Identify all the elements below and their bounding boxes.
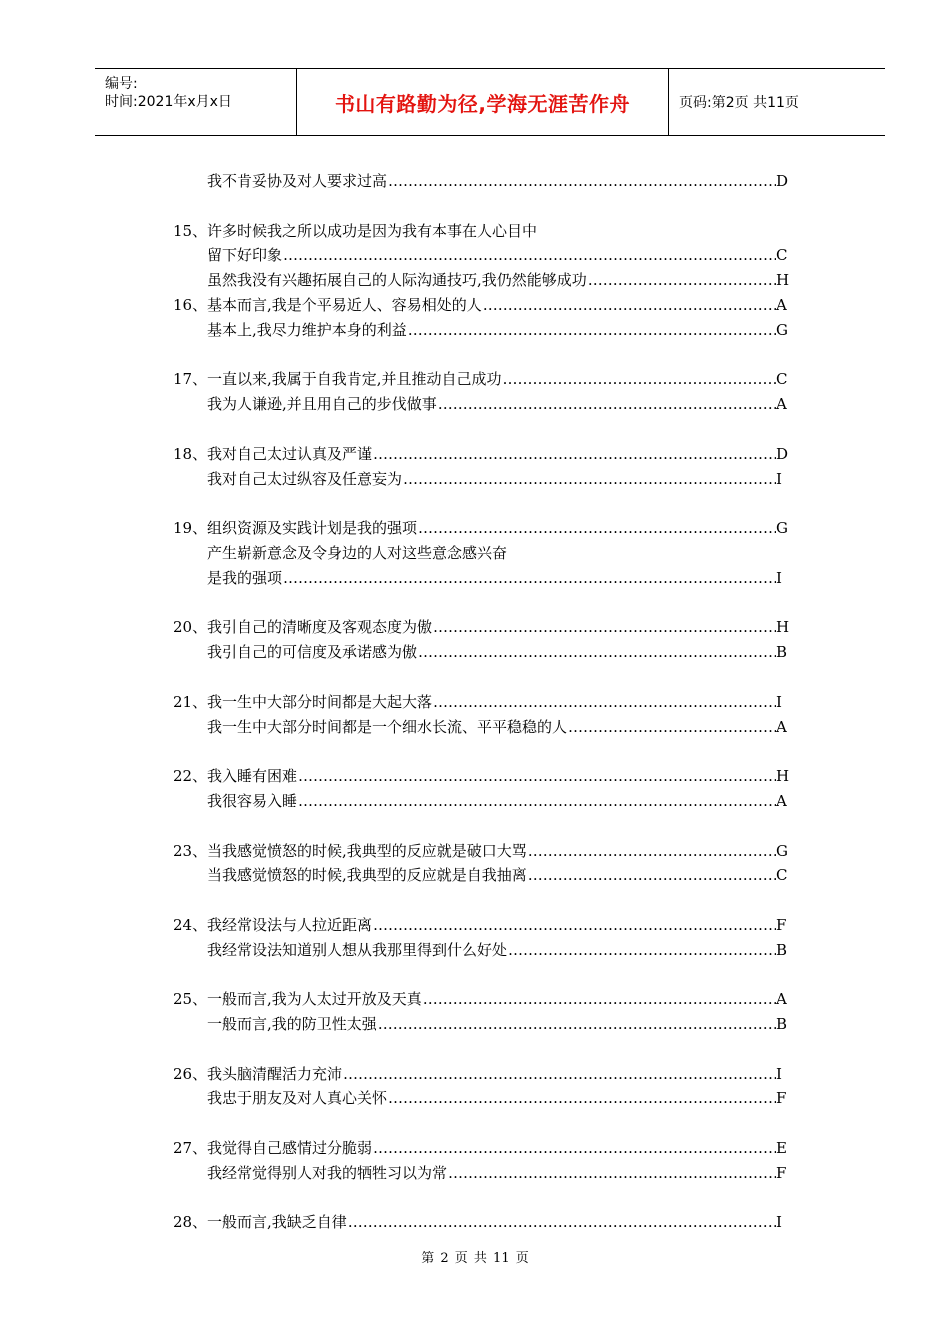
dot-leader	[282, 566, 776, 591]
statement-line	[173, 863, 790, 888]
statement-line	[173, 1210, 790, 1235]
question-item	[173, 442, 790, 492]
statement-line	[173, 1086, 790, 1111]
dot-leader	[402, 467, 776, 492]
statement-line	[173, 516, 790, 541]
statement-line	[173, 1161, 790, 1186]
statement-line	[173, 243, 790, 268]
statement-line	[173, 987, 790, 1012]
statement-line	[173, 640, 790, 665]
dot-leader	[297, 764, 776, 789]
question-number: 27、	[173, 1139, 208, 1158]
question-item	[173, 169, 790, 194]
question-item	[173, 764, 790, 814]
type-code: A	[776, 791, 787, 810]
statement-text: 我经常设法与人拉近距离	[207, 915, 373, 934]
dot-leader	[372, 913, 776, 938]
type-code: I	[776, 1213, 782, 1232]
type-code: F	[776, 915, 787, 934]
statement-text: 我不肯妥协及对人要求过高	[207, 172, 388, 190]
type-code: I	[776, 1064, 782, 1083]
page-footer: 第 2 页 共 11 页	[421, 1251, 529, 1266]
statement-line	[173, 938, 790, 963]
question-item	[173, 1062, 790, 1112]
question-item	[173, 615, 790, 665]
question-number: 18、	[173, 444, 208, 463]
question-number: 28、	[173, 1213, 208, 1232]
statement-text: 我引自己的清晰度及客观态度为傲	[207, 618, 433, 637]
dot-leader	[507, 938, 776, 963]
type-code: I	[776, 692, 782, 711]
question-number: 15、	[173, 221, 208, 240]
statement-text: 我一生中大部分时间都是一个细水长流、平平稳稳的人	[207, 717, 568, 736]
question-number: 24、	[173, 915, 208, 934]
dot-leader	[377, 1012, 776, 1037]
type-code: B	[776, 643, 788, 662]
statement-text: 一般而言,我的防卫性太强	[207, 1015, 377, 1034]
statement-text: 虽然我没有兴趣拓展自己的人际沟通技巧,我仍然能够成功	[207, 271, 587, 290]
dot-leader	[282, 243, 776, 268]
type-code: F	[776, 1163, 787, 1182]
statement-line	[173, 839, 790, 864]
statement-line	[173, 764, 790, 789]
dot-leader	[417, 516, 776, 541]
dot-leader	[447, 1161, 776, 1186]
statement-line	[173, 367, 790, 392]
question-item	[173, 690, 790, 740]
statement-text: 一直以来,我属于自我肯定,并且推动自己成功	[207, 370, 502, 389]
page-header	[95, 68, 885, 136]
statement-text: 当我感觉愤怒的时候,我典型的反应就是破口大骂	[207, 841, 527, 860]
question-item	[173, 367, 790, 417]
statement-text: 我一生中大部分时间都是大起大落	[207, 692, 433, 711]
type-code: H	[776, 271, 790, 290]
question-number: 20、	[173, 618, 208, 637]
statement-text: 我对自己太过纵容及任意妄为	[207, 469, 403, 488]
statement-text: 我引自己的可信度及承诺感为傲	[207, 643, 418, 662]
type-code: B	[776, 940, 788, 959]
statement-text: 基本上,我尽力维护本身的利益	[207, 320, 407, 339]
header-page-info: 页码:第2页 共11页	[679, 95, 799, 111]
type-code: I	[776, 568, 782, 587]
dot-leader	[342, 1062, 776, 1087]
question-item	[173, 1136, 790, 1186]
question-item	[173, 293, 790, 343]
statement-text: 我觉得自己感情过分脆弱	[207, 1139, 373, 1158]
statement-line	[173, 615, 790, 640]
type-code: H	[776, 618, 790, 637]
dot-leader	[387, 1086, 776, 1111]
type-code: A	[776, 717, 787, 736]
question-number: 23、	[173, 841, 208, 860]
statement-text: 留下好印象	[207, 246, 283, 265]
statement-text: 当我感觉愤怒的时候,我典型的反应就是自我抽离	[207, 866, 527, 885]
statement-text: 我经常设法知道别人想从我那里得到什么好处	[207, 940, 508, 959]
dot-leader	[407, 318, 776, 343]
type-code: H	[776, 767, 790, 786]
type-code: A	[776, 295, 787, 314]
question-item	[173, 839, 790, 889]
question-item	[173, 1210, 790, 1235]
questionnaire-list	[173, 169, 790, 1260]
dot-leader	[567, 715, 776, 740]
dot-leader	[437, 392, 776, 417]
dot-leader	[502, 367, 776, 392]
statement-line	[173, 392, 790, 417]
type-code: G	[776, 320, 788, 339]
statement-text: 是我的强项	[207, 568, 283, 587]
question-item	[173, 913, 790, 963]
type-code: D	[776, 172, 789, 190]
question-number: 19、	[173, 519, 208, 538]
dot-leader	[527, 839, 776, 864]
question-item	[173, 516, 790, 590]
type-code: C	[776, 866, 788, 885]
question-number: 16、	[173, 295, 208, 314]
type-code: C	[776, 246, 788, 265]
statement-text: 我为人谦逊,并且用自己的步伐做事	[207, 395, 437, 414]
statement-line	[173, 789, 790, 814]
statement-text: 我头脑清醒活力充沛	[207, 1064, 343, 1083]
question-number: 21、	[173, 692, 208, 711]
statement-line	[173, 566, 790, 591]
type-code: F	[776, 1089, 787, 1108]
statement-line	[173, 293, 790, 318]
question-item	[173, 219, 790, 293]
type-code: I	[776, 469, 782, 488]
dot-leader	[587, 268, 776, 293]
type-code: D	[776, 444, 789, 463]
statement-text: 我入睡有困难	[207, 767, 298, 786]
statement-line	[173, 442, 790, 467]
question-number: 17、	[173, 370, 208, 389]
header-info-cell	[95, 69, 297, 135]
dot-leader	[482, 293, 776, 318]
statement-text: 我很容易入睡	[207, 791, 298, 810]
statement-text: 我忠于朋友及对人真心关怀	[207, 1089, 388, 1108]
statement-text: 基本而言,我是个平易近人、容易相处的人	[207, 295, 482, 314]
question-item	[173, 987, 790, 1037]
statement-line	[173, 219, 790, 244]
statement-text: 组织资源及实践计划是我的强项	[207, 519, 418, 538]
type-code: A	[776, 990, 787, 1009]
dot-leader	[372, 442, 776, 467]
statement-line	[173, 1062, 790, 1087]
serial-label: 编号:	[105, 76, 138, 92]
statement-line	[173, 1012, 790, 1037]
type-code: G	[776, 841, 788, 860]
statement-text: 我对自己太过认真及严谨	[207, 444, 373, 463]
dot-leader	[432, 690, 776, 715]
statement-line	[173, 169, 790, 194]
dot-leader	[387, 169, 776, 194]
statement-text: 许多时候我之所以成功是因为我有本事在人心目中	[207, 221, 538, 240]
statement-line	[173, 318, 790, 343]
type-code: A	[776, 395, 787, 414]
statement-line	[173, 715, 790, 740]
statement-line	[173, 268, 790, 293]
type-code: C	[776, 370, 788, 389]
header-motto: 书山有路勤为径,学海无涯苦作舟	[297, 69, 669, 135]
statement-text: 一般而言,我为人太过开放及天真	[207, 990, 422, 1009]
statement-line	[173, 1136, 790, 1161]
statement-text: 产生崭新意念及令身边的人对这些意念感兴奋	[207, 543, 508, 562]
dot-leader	[417, 640, 776, 665]
statement-line	[173, 467, 790, 492]
dot-leader	[372, 1136, 776, 1161]
question-number: 25、	[173, 990, 208, 1009]
dot-leader	[432, 615, 776, 640]
dot-leader	[297, 789, 776, 814]
statement-line	[173, 690, 790, 715]
type-code: B	[776, 1015, 788, 1034]
statement-line	[173, 541, 790, 566]
type-code: E	[776, 1139, 787, 1158]
statement-text: 我经常觉得别人对我的牺牲习以为常	[207, 1163, 448, 1182]
question-number: 22、	[173, 767, 208, 786]
type-code: G	[776, 519, 788, 538]
dot-leader	[527, 863, 776, 888]
date-label: 时间:2021年x月x日	[105, 94, 232, 110]
statement-text: 一般而言,我缺乏自律	[207, 1213, 347, 1232]
dot-leader	[347, 1210, 776, 1235]
question-number: 26、	[173, 1064, 208, 1083]
statement-line	[173, 913, 790, 938]
dot-leader	[422, 987, 776, 1012]
